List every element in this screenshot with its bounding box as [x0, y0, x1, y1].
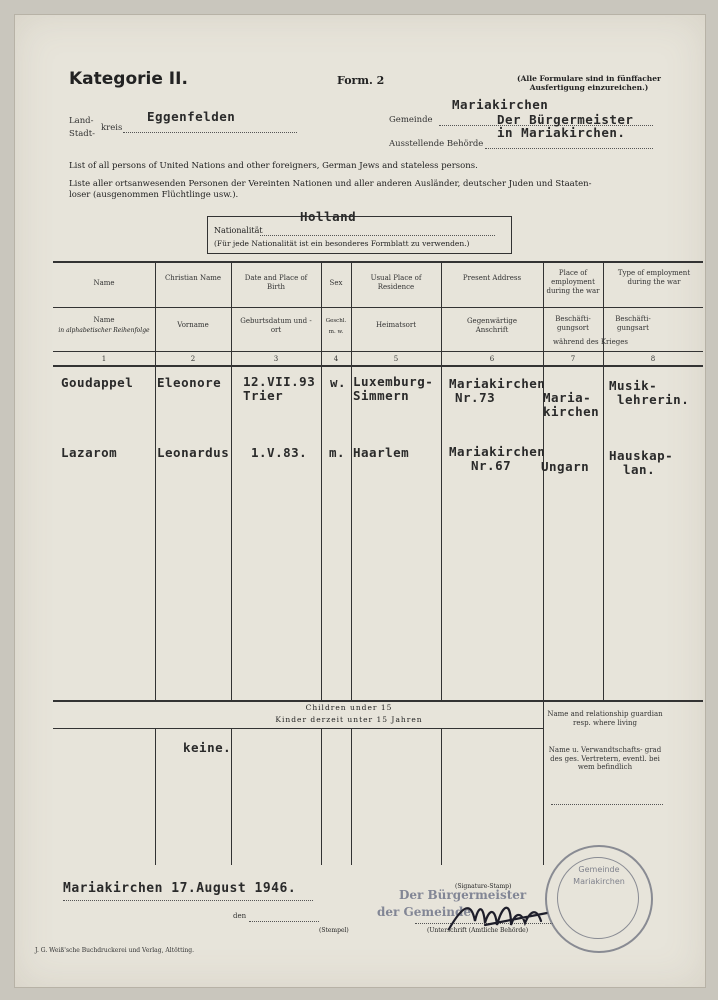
- copies-note-line2: Ausfertigung einzureichen.): [529, 83, 649, 92]
- form-number: Form. 2: [337, 74, 385, 87]
- col1-number: 1: [101, 355, 107, 363]
- row1-anschrift-line1: Mariakirchen: [449, 376, 546, 391]
- nationality-label: Nationalität: [214, 226, 263, 235]
- row2-anschrift-line2: Nr.67: [471, 458, 512, 473]
- col8-en: Type of employment during the war: [617, 269, 691, 286]
- unterschrift-label: (Unterschrift (Amtliche Behörde): [427, 927, 529, 934]
- intro-german-line2: loser (ausgenommen Flüchtlinge usw.).: [69, 190, 239, 200]
- table-top-rule: [53, 261, 703, 263]
- nationality-value: Holland: [300, 209, 357, 224]
- row1-ort: [543, 391, 599, 419]
- col-divider-4: [351, 261, 352, 700]
- row2-heimat: Haarlem: [353, 445, 410, 460]
- row1-heimat-line2: Simmern: [353, 388, 410, 403]
- col6-en: Present Address: [462, 274, 522, 282]
- col7-en: Place of employment during the war: [546, 269, 600, 295]
- table-body-bottom: [53, 700, 703, 702]
- children-title-de: Kinder derzeit unter 15 Jahren: [275, 715, 423, 724]
- row1-anschrift-line2: Nr.73: [455, 390, 496, 405]
- col-divider-7: [603, 261, 604, 700]
- land-label: Land-: [69, 116, 94, 126]
- row1-geburt-line1: 12.VII.93: [243, 374, 316, 389]
- children-title-en: Children under 15: [305, 703, 393, 712]
- mayor-stamp-line1: Der Bürgermeister: [399, 888, 527, 902]
- kriege-label: während des Krieges: [553, 338, 628, 346]
- col2-number: 2: [190, 355, 196, 363]
- col3-de: Geburtsdatum und -ort: [240, 317, 312, 334]
- nationality-dotted-line: [260, 235, 495, 236]
- row1-art-line1: Musik-: [609, 378, 658, 393]
- col-divider-5: [441, 261, 442, 700]
- row1-art: [609, 379, 689, 407]
- row1-ort-line2: kirchen: [543, 404, 600, 419]
- row2-vorname: Leonardus: [157, 445, 230, 460]
- col3-number: 3: [273, 355, 279, 363]
- col-divider-2: [231, 261, 232, 700]
- row2-ort: Ungarn: [541, 459, 590, 474]
- den-dotted-line: [249, 921, 319, 922]
- row2-art-line2: lan.: [623, 462, 656, 477]
- col8-number: 8: [650, 355, 656, 363]
- col1-de: Name: [93, 316, 115, 324]
- stempel-label: (Stempel): [319, 927, 349, 934]
- col8-de: Beschäfti- gungsart: [615, 315, 651, 332]
- stadt-label: Stadt-: [69, 129, 96, 139]
- nationality-note: (Für jede Nationalität ist ein besonderes Formblatt zu verwenden.): [214, 239, 470, 248]
- children-col-divider-1: [155, 728, 156, 865]
- gemeinde-label: Gemeinde: [389, 115, 433, 125]
- row1-geburt: [243, 375, 315, 403]
- col4-de-sub: m. w.: [328, 329, 344, 335]
- children-value: keine.: [183, 740, 232, 755]
- behoerde-value: [497, 113, 633, 139]
- guardian-dotted-line: [551, 804, 663, 805]
- col2-de: Vorname: [177, 321, 209, 329]
- col7-de: Beschäfti- gungsort: [555, 315, 591, 332]
- place-date-dotted-line: [63, 900, 313, 901]
- col2-en: Christian Name: [164, 274, 222, 282]
- form-sheet: [14, 14, 706, 988]
- signature-stamp-label: (Signature-Stamp): [455, 883, 512, 890]
- col4-number: 4: [333, 355, 339, 363]
- col6-de: Gegenwärtige Anschrift: [466, 317, 518, 334]
- row1-ort-line1: Maria-: [543, 390, 592, 405]
- table-header-bottom: [53, 351, 703, 352]
- col6-number: 6: [489, 355, 495, 363]
- round-stamp: [545, 845, 653, 953]
- row2-art-line1: Hauskap-: [609, 448, 674, 463]
- intro-english: List of all persons of United Nations and other foreigners, German Jews and stateless persons.: [69, 161, 478, 171]
- round-stamp-line2: Mariakirchen: [573, 877, 625, 886]
- children-header-rule: [53, 728, 543, 729]
- col4-de: Geschl.: [325, 318, 347, 324]
- row2-name: Lazarom: [61, 445, 118, 460]
- col3-en: Date and Place of Birth: [244, 274, 308, 291]
- table-header-divider: [53, 307, 703, 308]
- round-stamp-line1: Gemeinde: [578, 865, 620, 874]
- behoerde-dotted-line: [485, 148, 653, 149]
- children-col-divider-5: [441, 728, 442, 865]
- row2-anschrift-line1: Mariakirchen: [449, 444, 546, 459]
- col-divider-6: [543, 261, 544, 700]
- kreis-value: Eggenfelden: [147, 109, 236, 124]
- printer-imprint: J. G. Weiß'sche Buchdruckerei und Verlag, Altötting.: [35, 947, 195, 954]
- row1-anschrift: [449, 377, 545, 405]
- col5-number: 5: [393, 355, 399, 363]
- col4-en: Sex: [329, 279, 343, 287]
- mayor-stamp-line2: der Gemeinde: [377, 905, 472, 919]
- children-col-divider-3: [321, 728, 322, 865]
- copies-note-line1: (Alle Formulare sind in fünffacher: [517, 74, 661, 83]
- col5-de: Heimatsort: [375, 321, 417, 329]
- gemeinde-value: Mariakirchen: [452, 97, 549, 112]
- place-date: Mariakirchen 17.August 1946.: [63, 881, 297, 896]
- row2-sex: m.: [329, 445, 346, 460]
- row2-art: [609, 449, 673, 477]
- col7-number: 7: [570, 355, 576, 363]
- row1-art-line2: lehrerin.: [617, 392, 690, 407]
- guardian-de: Name u. Verwandtschafts- grad des ges. Vertretern, eventl. bei wem befindlich: [548, 746, 662, 771]
- children-col-divider-4: [351, 728, 352, 865]
- den-label: den: [233, 912, 247, 920]
- behoerde-value-line1: Der Bürgermeister: [497, 112, 634, 127]
- row1-heimat-line1: Luxemburg-: [353, 374, 434, 389]
- row1-geburt-line2: Trier: [243, 388, 284, 403]
- col1-en: Name: [93, 279, 115, 287]
- col5-en: Usual Place of Residence: [370, 274, 422, 291]
- behoerde-value-line2: in Mariakirchen.: [497, 125, 626, 140]
- intro-german-line1: Liste aller ortsanwesenden Personen der Vereinten Nationen und aller anderen Ausländer, deutscher Juden und Staaten-: [69, 179, 592, 189]
- row1-heimat: [353, 375, 433, 403]
- copies-note: [489, 74, 689, 92]
- col-divider-3: [321, 261, 322, 700]
- row1-vorname: Eleonore: [157, 375, 222, 390]
- nationality-box: [207, 209, 512, 254]
- row2-geburt: 1.V.83.: [251, 445, 308, 460]
- row1-sex: w.: [330, 375, 347, 390]
- col1-de-sub: in alphabetischer Reihenfolge: [58, 327, 150, 334]
- handwritten-signature: [445, 895, 555, 935]
- row1-name: Goudappel: [61, 375, 134, 390]
- table-body-top: [53, 365, 703, 367]
- behoerde-label: Ausstellende Behörde: [389, 139, 484, 149]
- kreis-dotted-line: [123, 132, 297, 133]
- category-title: Kategorie II.: [69, 69, 188, 89]
- intro-german: [69, 179, 689, 201]
- children-guardian-divider: [543, 700, 544, 865]
- row2-anschrift: [449, 445, 545, 473]
- kreis-label: kreis: [101, 123, 123, 133]
- guardian-en: Name and relationship guardian resp. where living: [547, 710, 663, 727]
